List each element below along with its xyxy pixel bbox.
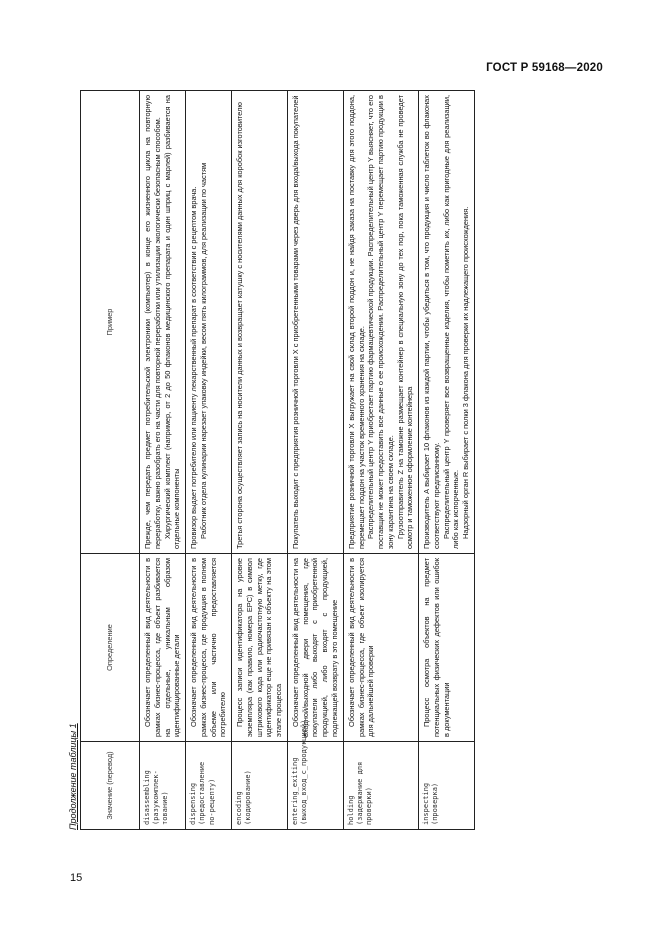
example-text: Провизор выдает потребителю или пациенту лекарственный препарат в соответствии с рецептом врача. — [189, 186, 199, 549]
table-caption: Продолжение таблицы 1 — [68, 723, 78, 830]
value-cell — [186, 742, 232, 830]
rotated-table-block — [66, 90, 596, 830]
value-translation: (проверка) — [431, 782, 440, 825]
example-text: Надзорный орган R выбирает с полки 3 флакона для проверки их надлежащего происхождения. — [461, 206, 471, 539]
example-text: Предприятие розничной торговли X выгружает на свой склад второй поддон и, не найдя заказа на поставку для этого поддона, перемещает поддон на участок временного хранения на складе. — [346, 95, 366, 549]
example-text: Покупатель выходит с предприятия розничной торговли X с приобретенными товарами через дверь для входа/выхода покупателей — [290, 95, 300, 549]
example-text: Хирургический комплект (например, от 2 до 50 флаконов медицинского препарата и один шприц с марлей) разбивается на отдельные компоненты — [162, 95, 182, 549]
definition-text: Обозначает определенный вид деятельности в рамках бизнес-процесса, где продукция в полном объеме или частично предоставляется потребителю — [189, 558, 228, 737]
value-translation: (разукомплек-тование) — [152, 770, 170, 825]
document-header: ГОСТ Р 59168—2020 — [486, 62, 603, 74]
example-cell — [287, 91, 343, 554]
value-term: inspecting — [422, 782, 431, 825]
example-text: Распределительный центр Y проверяет все возвращенные изделия, чтобы пометить их, либо как пригодные для реализации, либо как испорченные. — [441, 95, 461, 549]
value-cell — [140, 742, 186, 830]
table-row — [140, 91, 186, 830]
definition-cell — [232, 554, 288, 742]
table-row — [186, 91, 232, 830]
value-cell — [343, 742, 418, 830]
definition-cell — [186, 554, 232, 742]
example-text: Производитель A выбирает 10 флаконов из каждой партии, чтобы убедиться в том, что продукция и число таблеток во флаконах соответствуют предписанному. — [422, 95, 441, 549]
table-row — [343, 91, 418, 830]
example-cell — [140, 91, 186, 554]
example-cell — [186, 91, 232, 554]
table-row — [232, 91, 288, 830]
definition-text: Процесс записи идентификатора на уровне экземпляра (как правило, номера EPC) в символ штрихового кода или радиочастотную метку, где идентификатор еще не привязан к объекту на этом этапе процесса — [235, 558, 284, 737]
definition-cell — [343, 554, 418, 742]
value-term: entering_exiting — [290, 757, 299, 825]
table-row — [419, 91, 475, 830]
example-text: Прежде, чем передать предмет потребительской электроники (компьютер) в конце его жизненного цикла на повторную переработку, важно разобрать его на части для повторной переработки или утилизации экологически безопасным способом. — [143, 95, 162, 549]
value-translation: (кодирование) — [244, 770, 253, 825]
definitions-table — [80, 90, 475, 830]
value-cell — [419, 742, 475, 830]
definition-cell — [287, 554, 343, 742]
value-cell — [232, 742, 288, 830]
value-translation: (предоставление по-рецепту) — [198, 761, 216, 825]
value-term: encoding — [235, 791, 244, 825]
example-text: Распределительный центр Y приобретает партию фармацевтической продукции. Распределительный центр Y выясняет, что его поставщик не может предоставить все данные о ее происхождении. Распределительный центр Y перемещает партию продукции в зону карантина на своем складе. — [366, 95, 395, 549]
value-term: dispensing — [189, 782, 198, 825]
definition-text: Обозначает определенный вид деятельности в рамках бизнес-процесса, где объект изолируется для дальнейшей проверки — [346, 558, 376, 737]
definition-text: Процесс осмотра объектов на предмет потенциальных физических дефектов или ошибок в документации — [422, 558, 451, 737]
value-term: disassembling — [143, 770, 151, 825]
example-text: Работник отдела кулинарии нарезает упаковку индейки, весом пять килограммов, для реализации по частям — [198, 162, 208, 539]
table-row — [287, 91, 343, 830]
value-translation: (задержание для проверки) — [356, 761, 374, 825]
definition-cell — [419, 554, 475, 742]
example-text: Третья сторона осуществляет запись на носители данных и возвращает катушку с носителями данных для коробок изготовителю — [235, 102, 245, 549]
page-number: 15 — [70, 872, 83, 884]
definition-text: Обозначает определенный вид деятельности на входной/выходной двери помещения, где покупатели либо выходят с приобретенной продукцией, либо входят с продукцией, подлежащей возврату в это помещение — [290, 558, 340, 737]
table-header-row — [81, 91, 140, 830]
column-header-value: Значение (перевод) — [81, 742, 140, 830]
definition-cell — [140, 554, 186, 742]
value-cell — [287, 719, 343, 830]
value-translation: (выход_вход_с_продукцией) — [300, 719, 309, 825]
example-text: Грузоотправитель Z на таможне размещает контейнер в специальную зону до тех пор, пока таможенная служба не проведет осмотр и таможенное оформление контейнера — [395, 95, 415, 549]
value-term: holding — [346, 795, 355, 825]
example-cell — [343, 91, 418, 554]
example-cell — [419, 91, 475, 554]
column-header-example: Пример — [81, 91, 140, 554]
definition-text: Обозначает определенный вид деятельности в рамках бизнес-процесса, где объект разбивается на отдельные, уникальным образом идентифицированные детали — [143, 558, 182, 737]
column-header-definition: Определение — [81, 554, 140, 742]
example-cell — [232, 91, 288, 554]
